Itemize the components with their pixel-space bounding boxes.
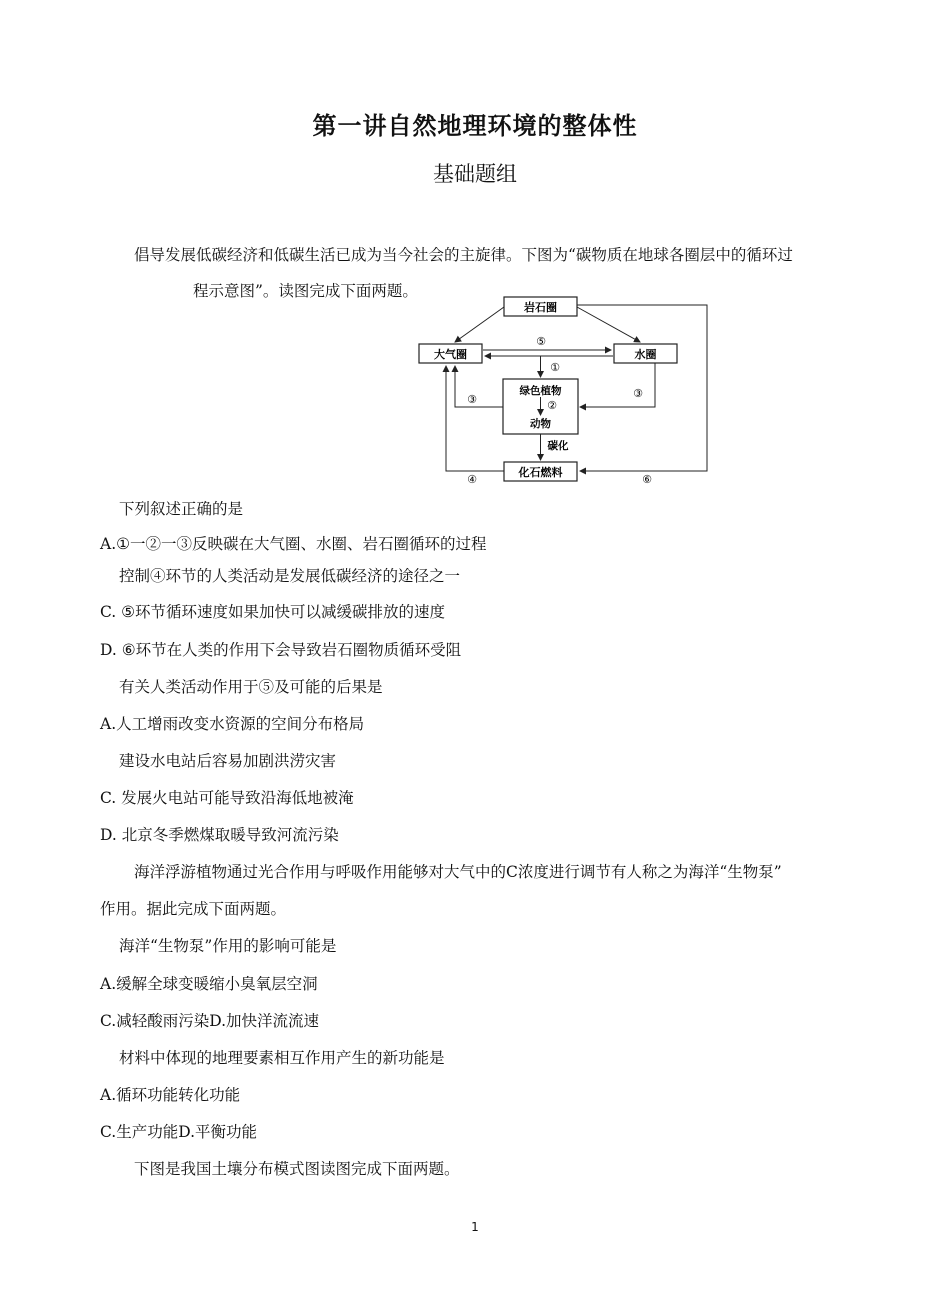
label-step-2: ② (547, 399, 557, 412)
label-step-4: ④ (467, 473, 477, 486)
question-1-option-d: D. ⑥环节在人类的作用下会导致岩石圈物质循环受阻 (100, 641, 462, 659)
question-4-stem: 材料中体现的地理要素相互作用产生的新功能是 (119, 1049, 445, 1067)
paragraph-ocean-1: 海洋浮游植物通过光合作用与呼吸作用能够对大气中的C浓度进行调节有人称之为海洋“生物泵” (134, 863, 782, 881)
label-step-5: ⑤ (536, 335, 546, 348)
question-4-option-cd: C.生产功能D.平衡功能 (100, 1123, 258, 1141)
label-step-6: ⑥ (642, 473, 652, 486)
label-step-1: ① (550, 361, 560, 374)
label-fossil-fuel: 化石燃料 (518, 466, 563, 479)
question-3-stem: 海洋“生物泵”作用的影响可能是 (119, 937, 337, 955)
label-lithosphere: 岩石圈 (524, 301, 557, 314)
paragraph-ocean-2: 作用。据此完成下面两题。 (100, 900, 287, 918)
question-1-stem: 下列叙述正确的是 (119, 500, 244, 518)
label-step-3-left: ③ (467, 393, 477, 406)
question-2-option-c: C. 发展火电站可能导致沿海低地被淹 (100, 789, 354, 807)
paragraph-intro-1: 倡导发展低碳经济和低碳生活已成为当今社会的主旋律。下图为“碳物质在地球各圈层中的循环过 (134, 246, 793, 264)
label-animals: 动物 (530, 418, 551, 430)
question-3-option-a: A.缓解全球变暖缩小臭氧层空洞 (100, 975, 318, 993)
label-atmosphere: 大气圈 (434, 348, 467, 361)
question-2-option-b: 建设水电站后容易加剧洪涝灾害 (119, 752, 337, 770)
question-3-option-cd: C.减轻酸雨污染D.加快洋流流速 (100, 1012, 320, 1030)
paragraph-intro-2: 程示意图”。读图完成下面两题。 (193, 282, 418, 300)
label-carbonization: 碳化 (547, 440, 569, 452)
question-1-option-c: C. ⑤环节循环速度如果加快可以减缓碳排放的速度 (100, 603, 446, 621)
question-1-option-a: A.①一②一③反映碳在大气圈、水圈、岩石圈循环的过程 (100, 535, 487, 553)
question-2-option-a: A.人工增雨改变水资源的空间分布格局 (100, 715, 365, 733)
page-subtitle: 基础题组 (433, 162, 517, 186)
label-green-plants: 绿色植物 (519, 385, 562, 397)
label-hydrosphere: 水圈 (634, 348, 657, 361)
page-title: 第一讲自然地理环境的整体性 (312, 112, 638, 140)
page-number: 1 (471, 1220, 479, 1234)
question-2-stem: 有关人类活动作用于⑤及可能的后果是 (119, 678, 383, 696)
paragraph-soil: 下图是我国土壤分布模式图读图完成下面两题。 (134, 1160, 460, 1178)
question-2-option-d: D. 北京冬季燃煤取暖导致河流污染 (100, 826, 339, 844)
carbon-cycle-diagram (415, 293, 715, 486)
label-step-3-right: ③ (633, 387, 643, 400)
question-4-option-a: A.循环功能转化功能 (100, 1086, 241, 1104)
question-1-option-b: 控制④环节的人类活动是发展低碳经济的途径之一 (119, 567, 461, 585)
